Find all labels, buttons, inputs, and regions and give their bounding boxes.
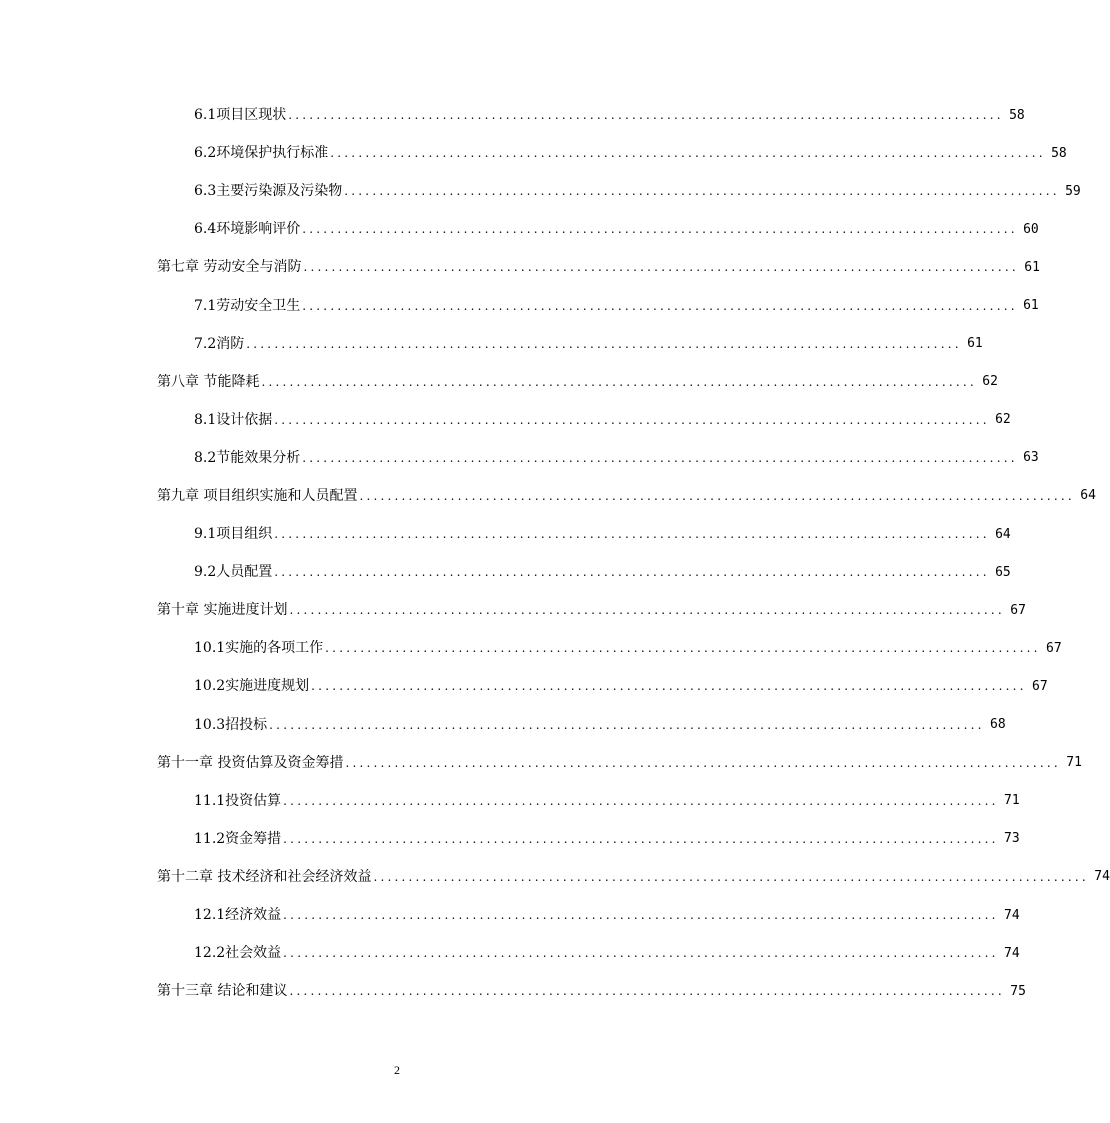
toc-leader-dots: ...................................................................................................... [283, 908, 999, 923]
toc-entry-title: 7.1劳动安全卫生 [194, 297, 301, 314]
toc-leader-dots: ...................................................................................................... [330, 146, 1046, 161]
toc-entry-title: 6.2环境保护执行标准 [194, 145, 329, 162]
toc-entry-page: 71 [1066, 755, 1082, 771]
toc-entry[interactable] [0, 363, 998, 401]
toc-entry[interactable] [0, 667, 1048, 705]
toc-entry[interactable] [0, 629, 1062, 667]
toc-entry-title: 第十章 实施进度计划 [157, 602, 288, 619]
toc-entry[interactable] [0, 515, 1011, 553]
toc-leader-dots: ...................................................................................................... [274, 412, 990, 427]
toc-entry-title: 11.1投资估算 [194, 792, 282, 809]
toc-leader-dots: ...................................................................................................... [289, 603, 1005, 618]
toc-entry-title: 7.2消防 [194, 335, 245, 352]
toc-entry[interactable] [0, 706, 1006, 744]
toc-entry-page: 58 [1009, 107, 1025, 123]
toc-entry-page: 67 [1032, 678, 1048, 694]
toc-entry-title: 第十二章 技术经济和社会经济效益 [157, 868, 372, 885]
toc-entry[interactable] [0, 134, 1067, 172]
toc-entry-title: 6.3主要污染源及污染物 [194, 183, 343, 200]
toc-entry-title: 9.2人员配置 [194, 564, 273, 581]
toc-leader-dots: ...................................................................................................... [283, 793, 999, 808]
toc-entry-title: 第九章 项目组织实施和人员配置 [157, 487, 358, 504]
toc-entry-page: 61 [1024, 259, 1040, 275]
toc-entry-title: 10.1实施的各项工作 [194, 640, 324, 657]
table-of-contents [0, 96, 1110, 1010]
toc-entry-title: 12.1经济效益 [194, 907, 282, 924]
toc-entry-page: 67 [1046, 640, 1062, 656]
toc-leader-dots: ...................................................................................................... [302, 298, 1018, 313]
toc-leader-dots: ...................................................................................................... [269, 717, 985, 732]
toc-leader-dots: ...................................................................................................... [283, 831, 999, 846]
toc-entry-page: 74 [1004, 945, 1020, 961]
toc-leader-dots: ...................................................................................................... [325, 641, 1041, 656]
toc-entry[interactable] [0, 248, 1040, 286]
toc-entry-title: 10.3招投标 [194, 716, 268, 733]
toc-leader-dots: ...................................................................................................... [302, 222, 1018, 237]
toc-leader-dots: ...................................................................................................... [359, 488, 1075, 503]
toc-entry[interactable] [0, 325, 983, 363]
toc-entry-page: 62 [995, 412, 1011, 428]
toc-entry-title: 12.2社会效益 [194, 945, 282, 962]
toc-entry[interactable] [0, 896, 1020, 934]
toc-entry-title: 9.1项目组织 [194, 526, 273, 543]
toc-entry-page: 58 [1051, 145, 1067, 161]
toc-leader-dots: ...................................................................................................... [246, 336, 962, 351]
toc-leader-dots: ...................................................................................................... [261, 374, 977, 389]
toc-entry[interactable] [0, 972, 1026, 1010]
toc-entry[interactable] [0, 286, 1039, 324]
toc-leader-dots: ...................................................................................................... [289, 984, 1005, 999]
toc-entry-page: 61 [967, 336, 983, 352]
toc-entry[interactable] [0, 477, 1096, 515]
toc-leader-dots: ...................................................................................................... [344, 184, 1060, 199]
toc-entry-page: 64 [995, 526, 1011, 542]
toc-leader-dots: ...................................................................................................... [283, 946, 999, 961]
toc-entry-page: 71 [1004, 793, 1020, 809]
toc-entry-page: 73 [1004, 831, 1020, 847]
page-number: 2 [394, 1063, 400, 1077]
toc-leader-dots: ...................................................................................................... [345, 755, 1061, 770]
toc-leader-dots: ...................................................................................................... [288, 108, 1004, 123]
toc-entry-title: 第十三章 结论和建议 [157, 983, 288, 1000]
toc-entry-page: 64 [1080, 488, 1096, 504]
toc-entry[interactable] [0, 401, 1011, 439]
toc-entry-title: 10.2实施进度规划 [194, 678, 310, 695]
toc-entry-page: 61 [1023, 298, 1039, 314]
toc-leader-dots: ...................................................................................................... [274, 565, 990, 580]
toc-entry[interactable] [0, 172, 1081, 210]
toc-entry[interactable] [0, 934, 1020, 972]
toc-entry[interactable] [0, 782, 1020, 820]
toc-entry-page: 59 [1065, 183, 1081, 199]
toc-entry-title: 第八章 节能降耗 [157, 373, 260, 390]
toc-leader-dots: ...................................................................................................... [303, 260, 1019, 275]
toc-entry-page: 65 [995, 564, 1011, 580]
toc-entry[interactable] [0, 96, 1025, 134]
toc-entry[interactable] [0, 820, 1020, 858]
toc-entry-title: 8.1设计依据 [194, 411, 273, 428]
toc-entry-page: 62 [982, 374, 998, 390]
toc-entry[interactable] [0, 858, 1110, 896]
toc-leader-dots: ...................................................................................................... [373, 869, 1089, 884]
toc-leader-dots: ...................................................................................................... [311, 679, 1027, 694]
toc-entry[interactable] [0, 744, 1082, 782]
toc-entry-title: 11.2资金筹措 [194, 830, 282, 847]
toc-entry-title: 第十一章 投资估算及资金筹措 [157, 754, 344, 771]
toc-entry-title: 6.4环境影响评价 [194, 221, 301, 238]
toc-entry-page: 67 [1010, 602, 1026, 618]
toc-entry[interactable] [0, 210, 1039, 248]
toc-entry-title: 第七章 劳动安全与消防 [157, 259, 302, 276]
toc-entry-page: 75 [1010, 983, 1026, 999]
toc-entry[interactable] [0, 439, 1039, 477]
toc-leader-dots: ...................................................................................................... [302, 450, 1018, 465]
toc-entry[interactable] [0, 591, 1026, 629]
toc-entry-page: 60 [1023, 221, 1039, 237]
toc-entry-page: 74 [1094, 869, 1110, 885]
toc-leader-dots: ...................................................................................................... [274, 527, 990, 542]
toc-entry-page: 68 [990, 717, 1006, 733]
toc-entry[interactable] [0, 553, 1011, 591]
toc-entry-title: 6.1项目区现状 [194, 107, 287, 124]
toc-entry-title: 8.2节能效果分析 [194, 449, 301, 466]
toc-entry-page: 63 [1023, 450, 1039, 466]
toc-entry-page: 74 [1004, 907, 1020, 923]
